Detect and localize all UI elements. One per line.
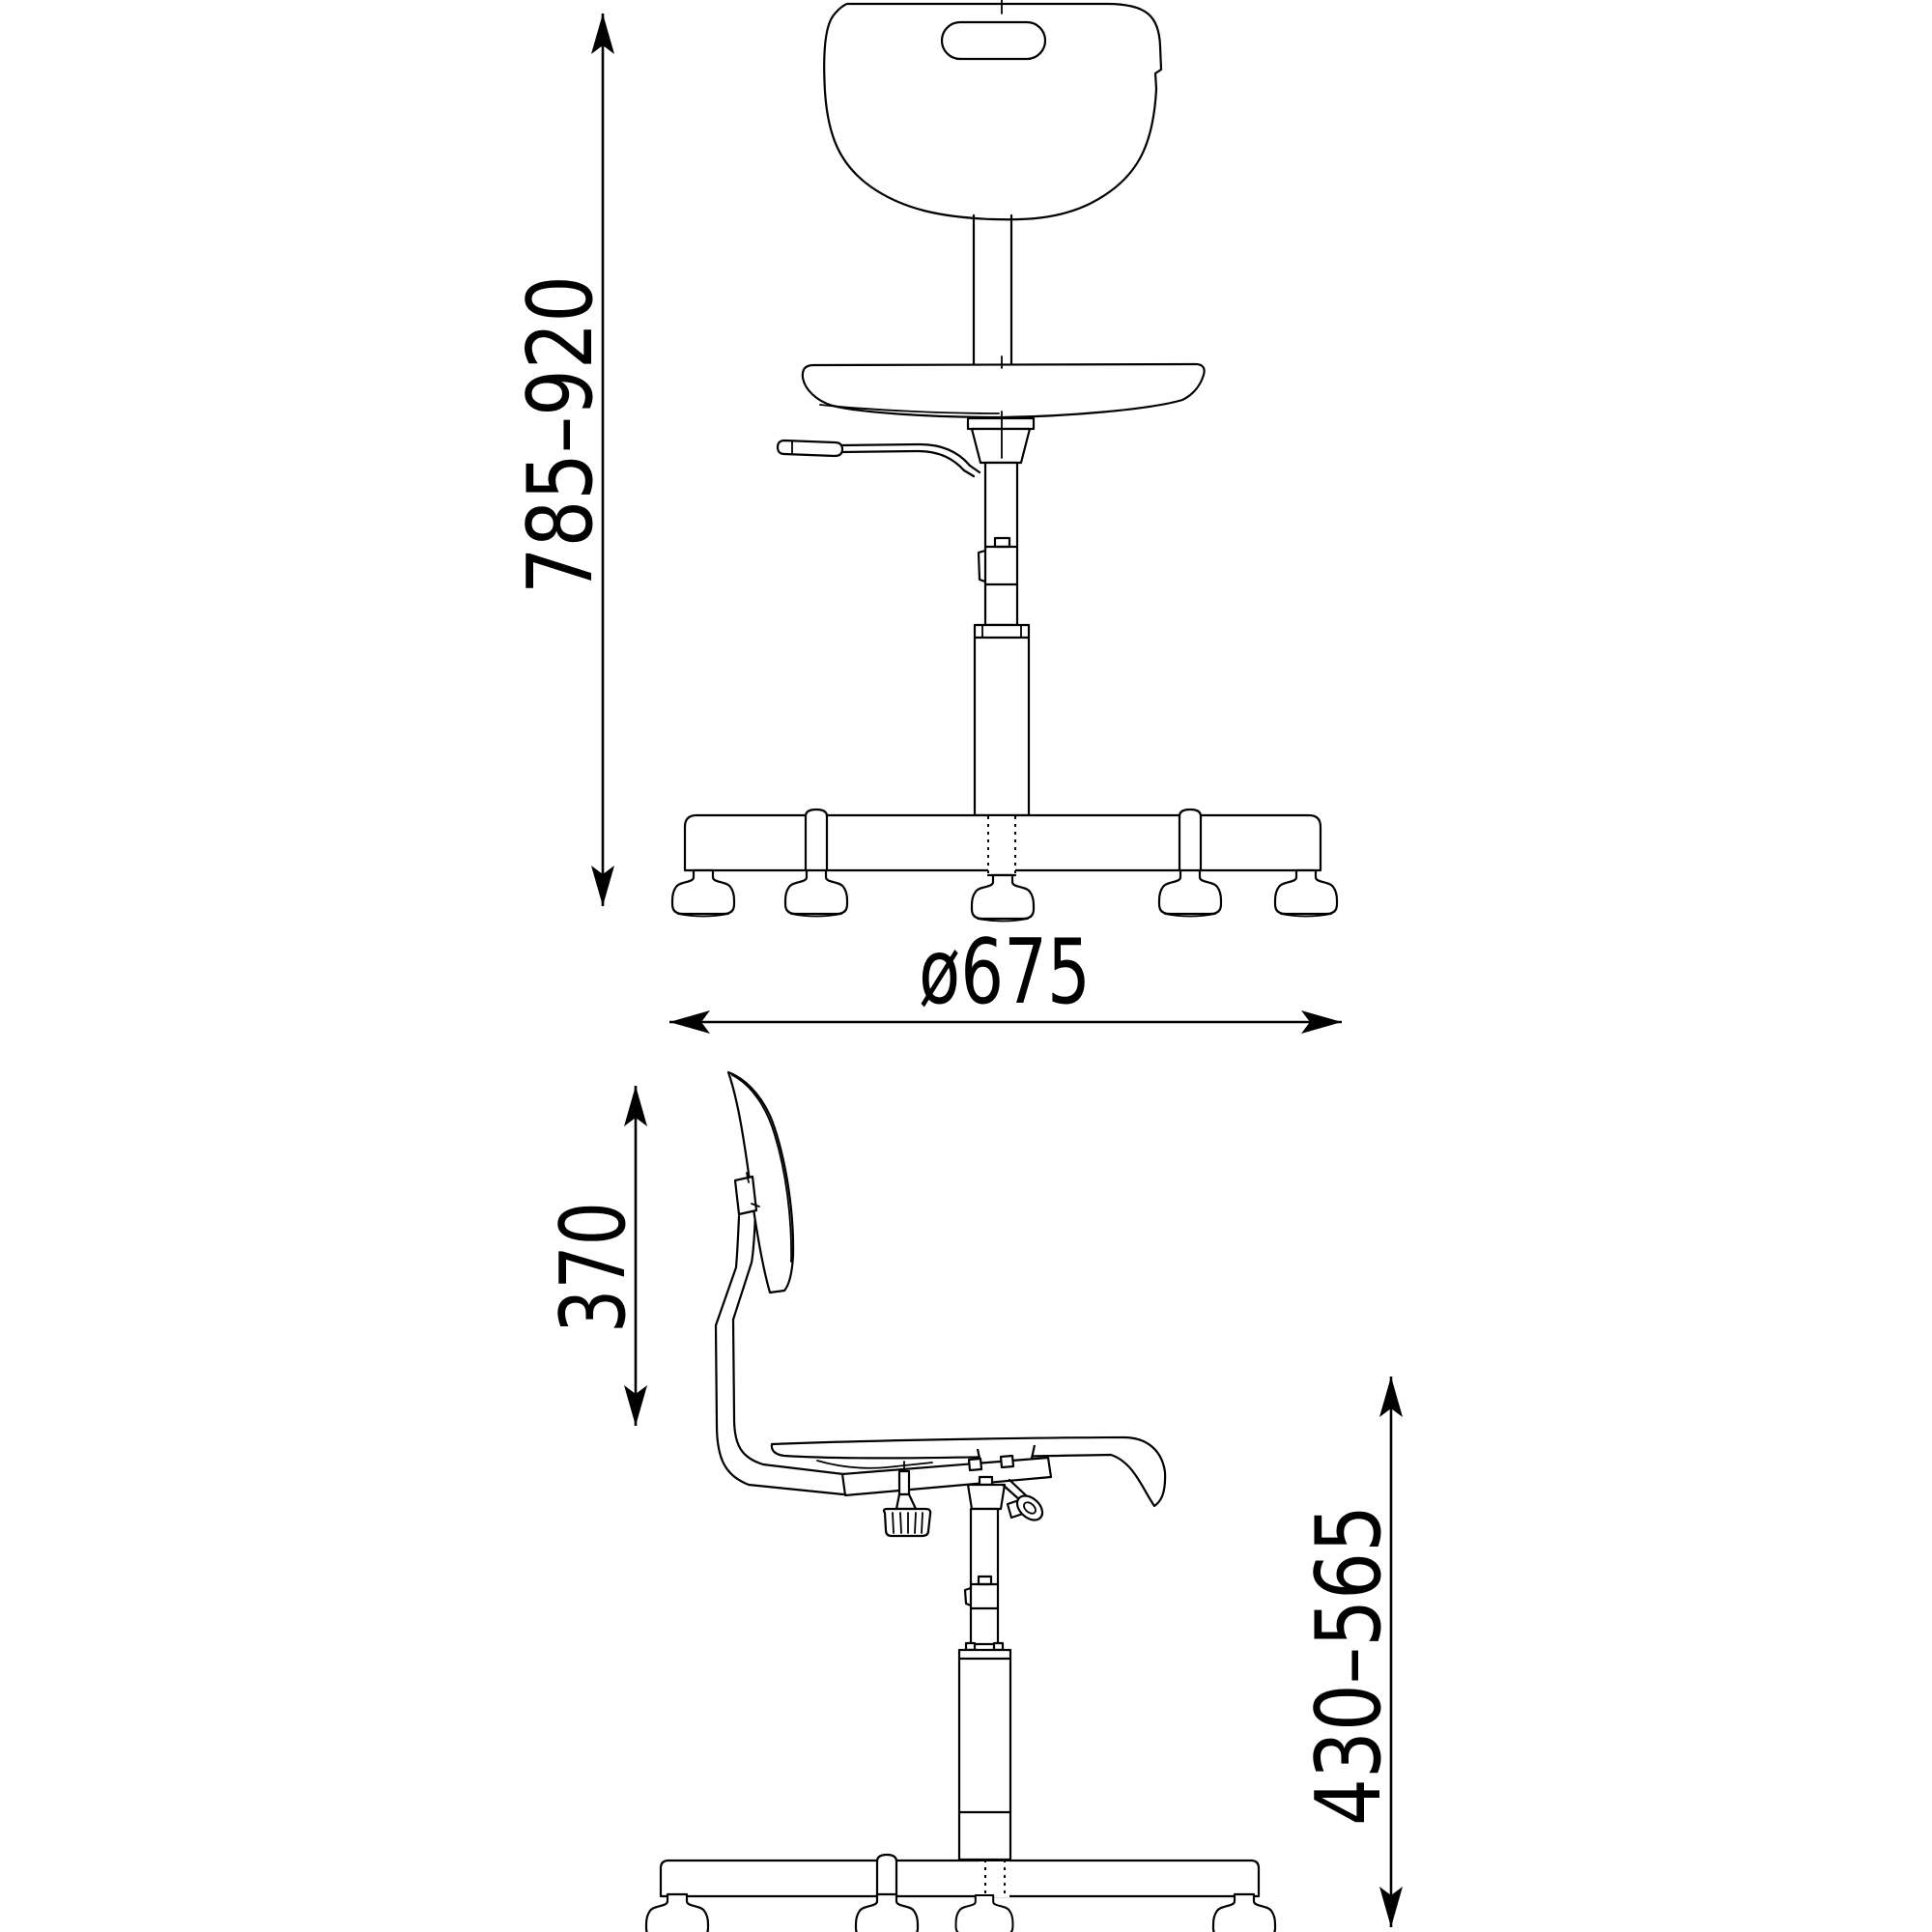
front-glide-foot	[785, 870, 847, 917]
front-lift-lever	[778, 440, 980, 476]
front-glide-foot	[1159, 870, 1221, 917]
dimension-seat-height	[1296, 1377, 1403, 1927]
dimension-backrest-height-label: 370	[541, 1161, 645, 1333]
side-glide-foot-center	[956, 1895, 1013, 1932]
front-backrest-handle-slot	[942, 22, 1045, 59]
side-bracket-bolt	[969, 1459, 981, 1470]
side-column-through-base	[980, 1860, 1009, 1897]
dimension-base-diameter-label: ø675	[919, 920, 1091, 1024]
dimension-overall-height	[508, 14, 614, 906]
front-glide-stem-left	[806, 810, 827, 870]
front-backrest-support	[974, 215, 1011, 365]
side-bracket-bolt	[1001, 1456, 1013, 1467]
front-column-through-base	[988, 816, 1015, 875]
side-glide-foot	[1213, 1894, 1275, 1932]
front-view-drawing	[672, 0, 1337, 922]
front-glide-stem-right	[1179, 810, 1201, 870]
dimension-base-diameter	[669, 920, 1342, 1034]
side-base	[661, 1861, 1259, 1896]
front-glide-foot	[672, 870, 734, 917]
side-view-drawing	[646, 1072, 1275, 1932]
side-lift-lever	[1003, 1480, 1047, 1524]
side-glide-foot	[856, 1894, 918, 1932]
side-glide-foot	[646, 1894, 708, 1932]
front-column-sleeve	[975, 625, 1029, 815]
dimension-overall-height-label: 785–920	[508, 206, 612, 594]
side-seat-pan-line	[817, 1461, 932, 1468]
side-column-sleeve	[959, 1643, 1010, 1860]
front-seat-hub	[968, 412, 1034, 463]
dimension-seat-height-label: 430–565	[1296, 1437, 1401, 1826]
side-glide-stem	[877, 1855, 896, 1896]
front-glide-foot	[1275, 870, 1337, 917]
front-glide-foot-center	[972, 875, 1034, 922]
dimension-backrest-height	[541, 1086, 647, 1426]
